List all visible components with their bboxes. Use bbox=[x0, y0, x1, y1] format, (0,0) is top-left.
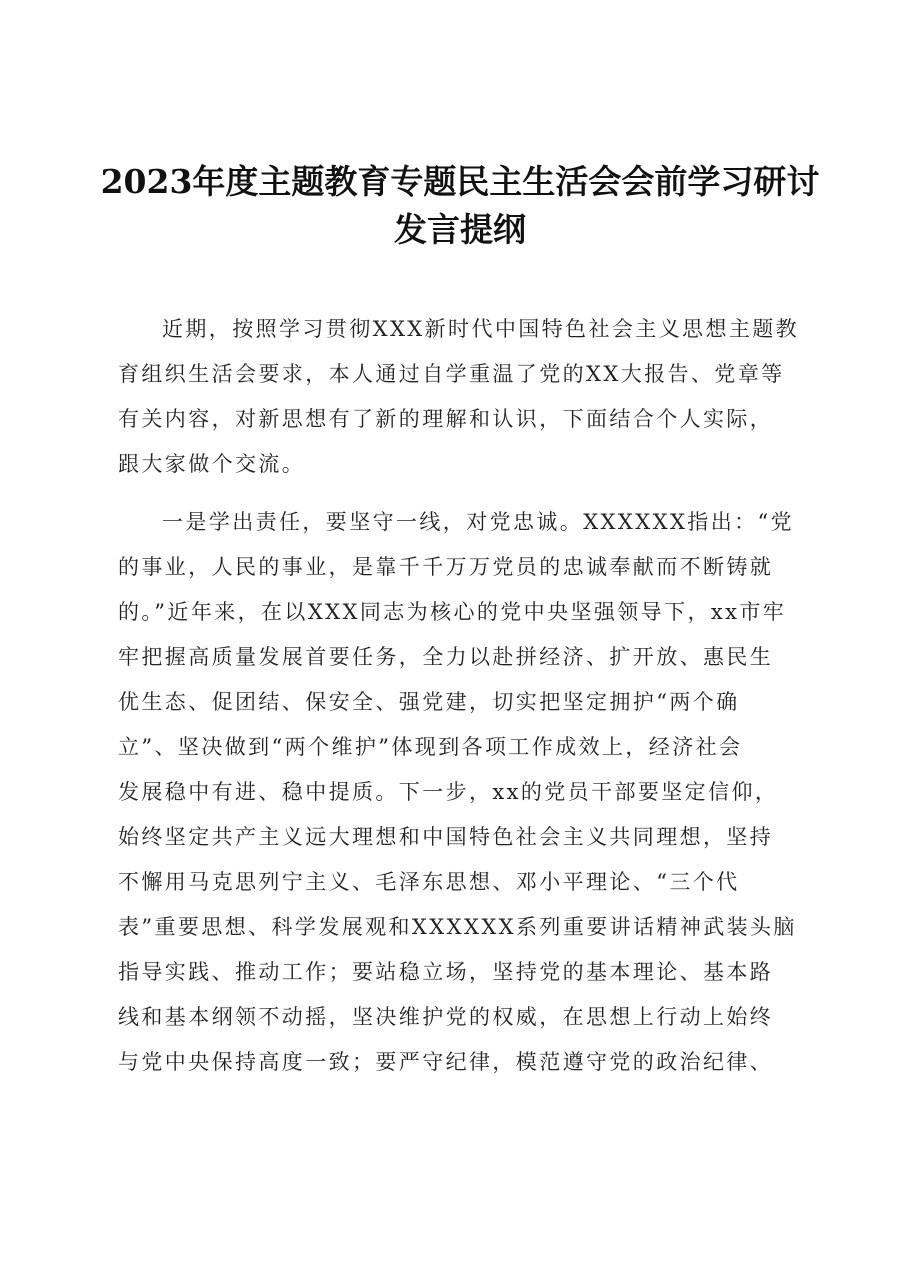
paragraph-intro bbox=[118, 307, 818, 487]
text-line: 的事业，人民的事业，是靠千千万万党员的忠诚奉献而不断铸就 bbox=[118, 555, 774, 579]
title-line: 2023年度主题教育专题民主生活会会前学习研讨 bbox=[100, 162, 820, 201]
text-line: 指导实践、推动工作；要站稳立场，坚持党的基本理论、基本路 bbox=[118, 960, 774, 984]
text-line: 优生态、促团结、保安全、强党建，切实把坚定拥护“两个确 bbox=[118, 690, 740, 714]
text-line: 不懈用马克思列宁主义、毛泽东思想、邓小平理论、“三个代 bbox=[118, 870, 740, 894]
text-line: 发展稳中有进、稳中提质。下一步，xx的党员干部要坚定信仰， bbox=[118, 780, 779, 804]
paragraph-point-one bbox=[118, 500, 818, 1085]
text-line: 线和基本纲领不动摇，坚决维护党的权威，在思想上行动上始终 bbox=[118, 1005, 774, 1029]
text-line: 的。”近年来，在以XXX同志为核心的党中央坚强领导下，xx市牢 bbox=[118, 600, 787, 624]
document-body bbox=[118, 307, 818, 1098]
text-line: 跟大家做个交流。 bbox=[118, 452, 306, 476]
text-line: 始终坚定共产主义远大理想和中国特色社会主义共同理想，坚持 bbox=[118, 825, 774, 849]
text-line: 育组织生活会要求，本人通过自学重温了党的XX大报告、党章等 bbox=[118, 362, 785, 386]
text-line: 表”重要思想、科学发展观和XXXXXX系列重要讲话精神武装头脑 bbox=[118, 915, 797, 939]
text-line: 一是学出责任，要坚守一线，对党忠诚。XXXXXX指出：“党 bbox=[162, 510, 795, 534]
text-line: 与党中央保持高度一致；要严守纪律，模范遵守党的政治纪律、 bbox=[118, 1050, 774, 1074]
title-line: 发言提纲 bbox=[394, 210, 526, 249]
text-line: 立”、坚决做到“两个维护”体现到各项工作成效上，经济社会 bbox=[118, 735, 743, 759]
text-line: 牢把握高质量发展首要任务，全力以赴拼经济、扩开放、惠民生 bbox=[118, 645, 774, 669]
text-line: 有关内容，对新思想有了新的理解和认识，下面结合个人实际， bbox=[118, 407, 774, 431]
document-title bbox=[100, 158, 820, 254]
text-line: 近期，按照学习贯彻XXX新时代中国特色社会主义思想主题教 bbox=[162, 317, 800, 341]
